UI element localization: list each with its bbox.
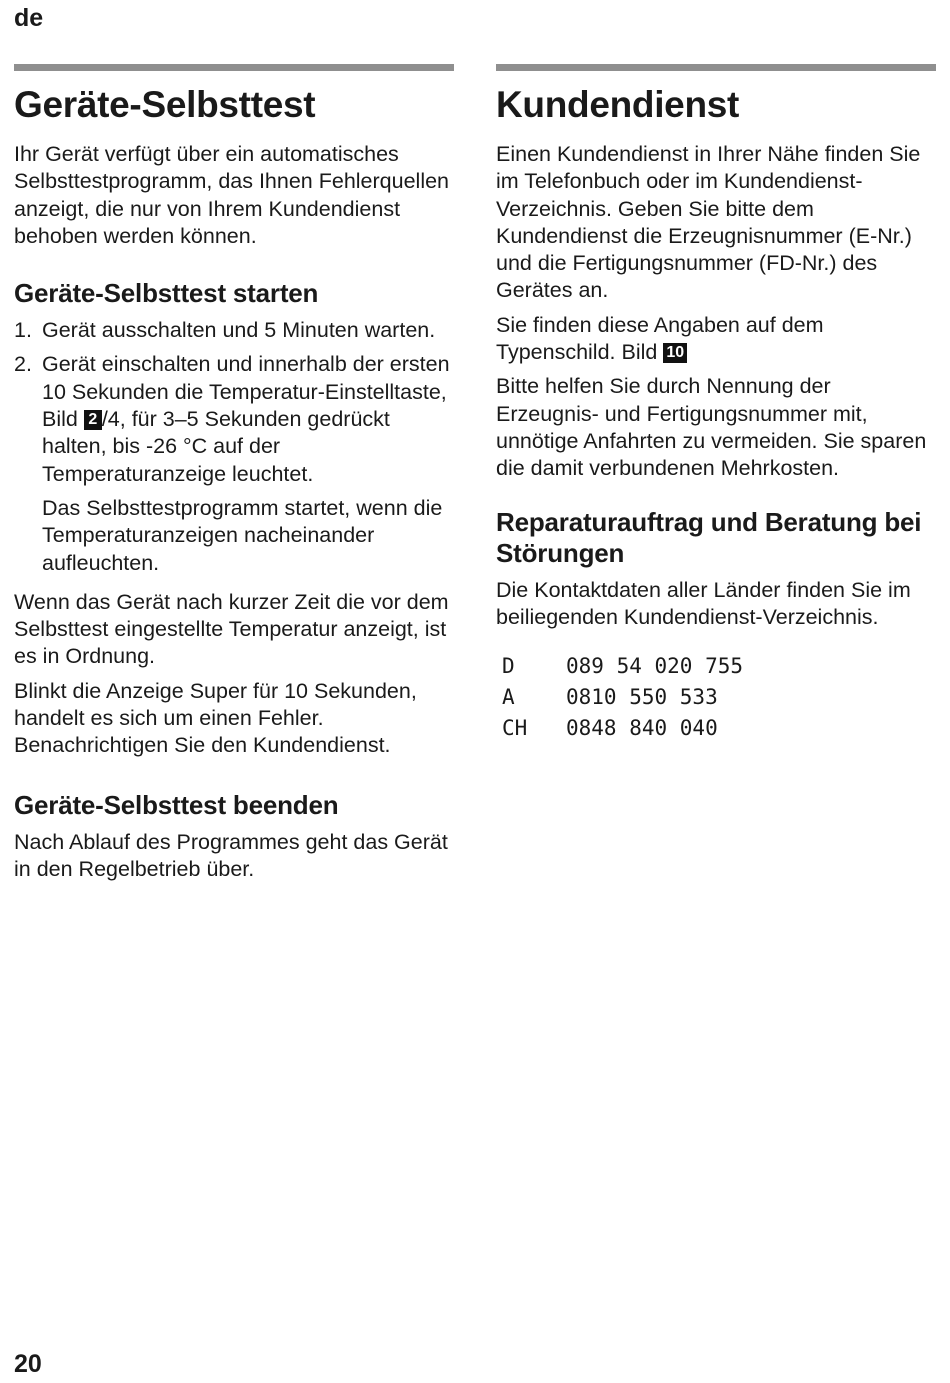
language-code: de bbox=[14, 4, 44, 32]
figure-reference-badge: 10 bbox=[663, 343, 687, 363]
self-test-intro: Ihr Gerät verfügt über ein automatisches Selbsttestprogramm, das Ihnen Fehlerquellen anzeigt, die nur von Ihrem Kundendienst behoben werden können. bbox=[14, 142, 450, 248]
step-text: /4, für 3–5 Sekunden gedrückt halten, bis -26 °C auf der Temperaturanzeige leuchtet. bbox=[42, 407, 390, 486]
phone-number: 0810 550 533 bbox=[566, 685, 718, 710]
repair-heading: Reparaturauftrag und Beratung bei Störungen bbox=[496, 506, 922, 568]
customer-service-section bbox=[496, 64, 936, 744]
figure-reference-badge: 2 bbox=[84, 410, 102, 430]
section-divider bbox=[14, 64, 454, 71]
page-number: 20 bbox=[14, 1350, 42, 1378]
repair-text: Die Kontaktdaten aller Länder finden Sie im beiliegenden Kundendienst-Verzeichnis. bbox=[496, 577, 911, 629]
section-divider bbox=[496, 64, 936, 71]
ok-text: Wenn das Gerät nach kurzer Zeit die vor dem Selbsttest eingestellte Temperatur anzeigt, ist es in Ordnung. bbox=[14, 589, 449, 669]
start-heading: Geräte-Selbsttest starten bbox=[14, 278, 319, 309]
country-code: CH bbox=[502, 716, 528, 741]
phone-number: 089 54 020 755 bbox=[566, 654, 744, 679]
end-text: Nach Ablauf des Programmes geht das Gerät in den Regelbetrieb über. bbox=[14, 829, 448, 881]
country-code: A bbox=[502, 685, 515, 710]
list-item bbox=[14, 351, 454, 487]
end-heading: Geräte-Selbsttest beenden bbox=[14, 789, 339, 820]
self-test-section bbox=[14, 64, 454, 890]
list-item bbox=[14, 317, 454, 344]
table-row bbox=[502, 682, 743, 713]
step-text: Gerät einschalten und innerhalb der ersten 10 Sekunden die Temperatur-Einstelltaste, Bild bbox=[42, 352, 450, 432]
nameplate-text bbox=[496, 312, 936, 367]
self-test-title: Geräte-Selbsttest bbox=[14, 84, 316, 125]
step-text: Gerät ausschalten und 5 Minuten warten. bbox=[42, 318, 436, 343]
error-text: Blinkt die Anzeige Super für 10 Sekunden, handelt es sich um einen Fehler. bbox=[14, 678, 417, 731]
table-row bbox=[502, 713, 743, 744]
contacts-table bbox=[502, 651, 743, 744]
nameplate-text-body: Sie finden diese Angaben auf dem Typenschild. Bild bbox=[496, 312, 824, 365]
step-number: 1. bbox=[14, 318, 32, 343]
error-action-text: Benachrichtigen Sie den Kundendienst. bbox=[14, 733, 391, 758]
country-code: D bbox=[502, 654, 515, 679]
step-note: Das Selbsttestprogramm startet, wenn die Temperaturanzeigen nacheinander aufleuchten. bbox=[42, 495, 443, 575]
phone-number: 0848 840 040 bbox=[566, 716, 718, 741]
customer-service-title: Kundendienst bbox=[496, 84, 740, 125]
customer-service-text: Einen Kundendienst in Ihrer Nähe finden Sie im Telefonbuch oder im Kundendienst-Verzeichnis. Geben Sie bitte dem Kundendienst die Erzeugnisnummer (E-Nr.) und die Fertigungsnummer (FD-Nr.) des Gerätes an. bbox=[496, 142, 921, 303]
table-row bbox=[502, 651, 743, 682]
help-text: Bitte helfen Sie durch Nennung der Erzeugnis- und Fertigungsnummer mit, unnötige Anfahrten zu vermeiden. Sie sparen die damit verbundenen Mehrkosten. bbox=[496, 374, 927, 481]
step-number: 2. bbox=[14, 352, 32, 377]
start-steps-list bbox=[14, 317, 454, 488]
